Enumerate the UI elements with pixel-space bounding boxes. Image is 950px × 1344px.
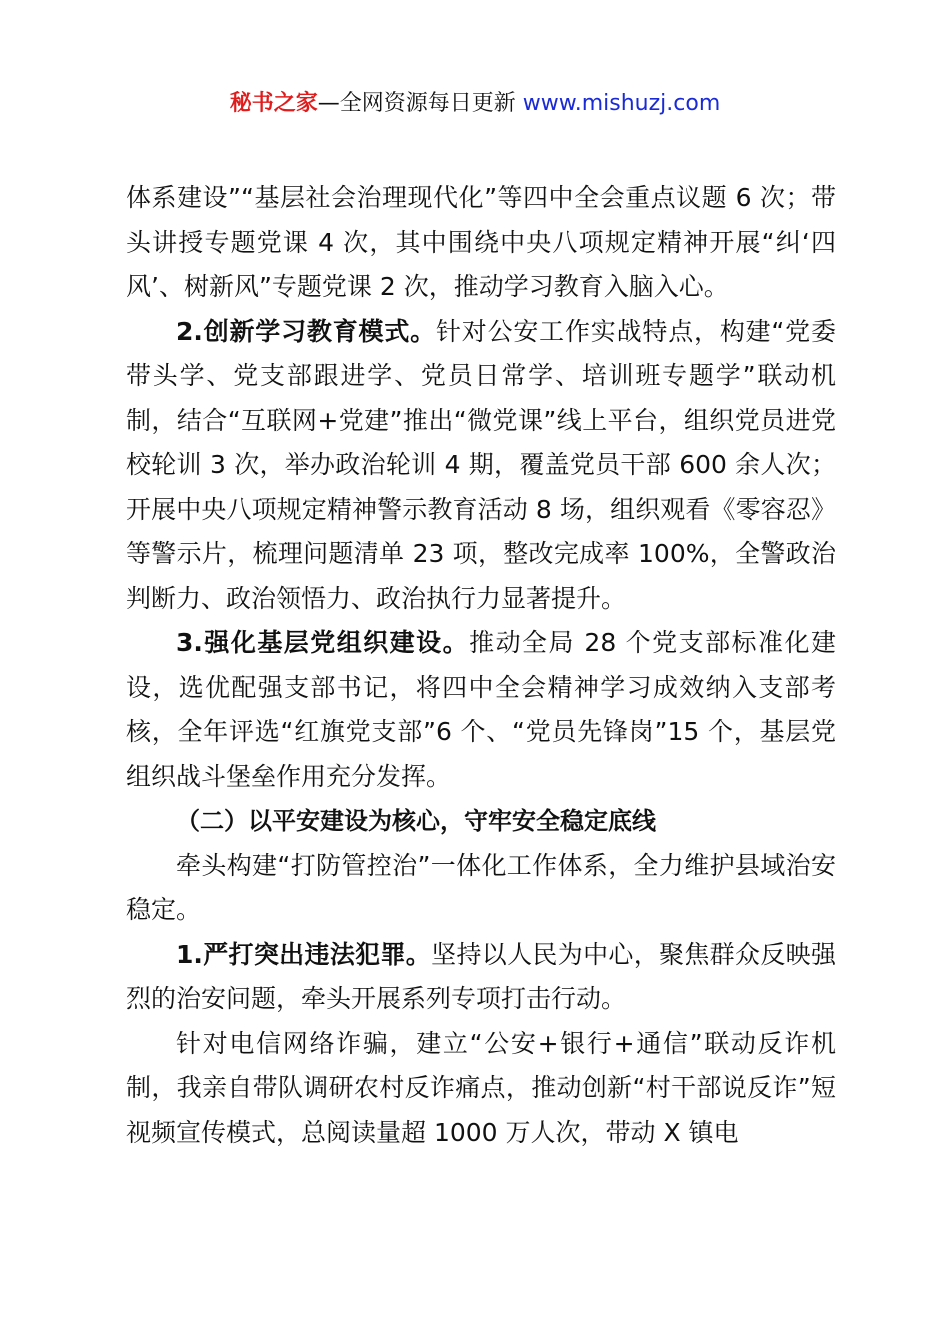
site-brand: 秘书之家 (229, 91, 318, 116)
telecom-fraud-paragraph: 针对电信网络诈骗，建立“公安+银行+通信”联动反诈机制，我亲自带队调研农村反诈痛点，推动创新“村干部说反诈”短视频宣传模式，总阅读量超 1000 万人次，带动 X 镇电 (126, 1028, 836, 1147)
document-body (126, 176, 836, 1155)
item-2-title: 2.创新学习教育模式。 (176, 316, 436, 346)
section-2-intro: 牵头构建“打防管控治”一体化工作体系，全力维护县域治安稳定。 (126, 850, 836, 924)
item-3-paragraph (126, 621, 836, 799)
item-2-text: 针对公安工作实战特点，构建“党委带头学、党支部跟进学、党员日常学、培训班专题学”联动机制，结合“互联网+党建”推出“微党课”线上平台，组织党员进党校轮训 3 次，举办政治轮训 4 期，覆盖党员干部 600 余人次；开展中央八项规定精神警示教育活动 8 场，组织观看《零容忍》等警示片，梳理问题清单 23 项，整改完成率 100%，全警政治判断力、政治领悟力、政治执行力显著提升。 (126, 316, 836, 613)
item-1-paragraph (126, 933, 836, 1022)
site-url-link[interactable]: www.mishuzj.com (522, 91, 721, 116)
section-2-heading: （二）以平安建设为核心，守牢安全稳定底线 (176, 807, 656, 835)
continued-paragraph: 体系建设”“基层社会治理现代化”等四中全会重点议题 6 次；带头讲授专题党课 4 次，其中围绕中央八项规定精神开展“纠‘四风’、树新风”专题党课 2 次，推动学习教育入脑入心。 (126, 183, 836, 301)
item-1-text: 坚持以人民为中心，聚焦群众反映强烈的治安问题，牵头开展系列专项打击行动。 (126, 939, 836, 1013)
item-3-text: 推动全局 28 个党支部标准化建设，选优配强支部书记，将四中全会精神学习成效纳入支部考核，全年评选“红旗党支部”6 个、“党员先锋岗”15 个，基层党组织战斗堡垒作用充分发挥。 (126, 628, 836, 791)
item-2-paragraph (126, 310, 836, 622)
site-tagline: —全网资源每日更新 (317, 91, 516, 116)
item-3-title: 3.强化基层党组织建设。 (176, 628, 470, 657)
item-1-title: 1.严打突出违法犯罪。 (176, 939, 432, 969)
site-header (0, 88, 950, 120)
